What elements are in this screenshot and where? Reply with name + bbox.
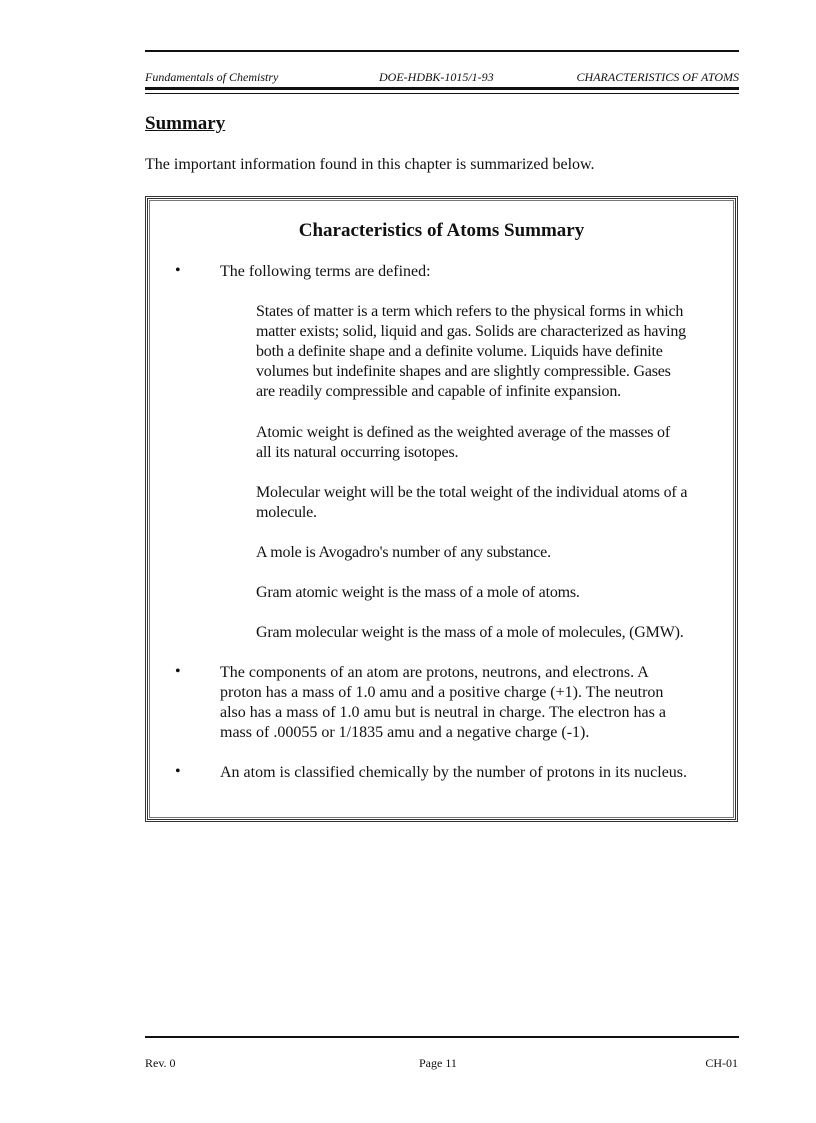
- header-chapter: CHARACTERISTICS OF ATOMS: [576, 70, 739, 84]
- definition-states-of-matter: States of matter is a term which refers to the physical forms in which matter exists; solid, liquid and gas. Solids are characterized as having both a definite shape and a definite volume. Liquids have definite volumes but indefinite shapes and are slightly compressible. Gases are readily compressible and capable of infinite expansion.: [256, 303, 686, 400]
- bullet-text: An atom is classified chemically by the number of protons in its nucleus.: [220, 764, 688, 781]
- definition-atomic-weight: Atomic weight is defined as the weighted average of the masses of all its natural occurring isotopes.: [256, 424, 670, 461]
- footer-revision: Rev. 0: [145, 1056, 176, 1070]
- definition-gram-molecular-weight: Gram molecular weight is the mass of a mole of molecules, (GMW).: [256, 624, 684, 641]
- bullet-text: The components of an atom are protons, neutrons, and electrons. A proton has a mass of 1.0 amu and a positive charge (+1). The neutron also has a mass of 1.0 amu but is neutral in charge. The electron has a mass of .00055 or 1/1835 amu and a negative charge (-1).: [220, 664, 666, 741]
- definition-molecular-weight: Molecular weight will be the total weight of the individual atoms of a molecule.: [256, 484, 688, 521]
- header-doc-number: DOE-HDBK-1015/1-93: [379, 70, 494, 84]
- header-doc-title: Fundamentals of Chemistry: [145, 70, 279, 84]
- bullet-icon: •: [175, 663, 181, 680]
- footer-chapter-code: CH-01: [705, 1056, 738, 1070]
- definition-mole: A mole is Avogadro's number of any substance.: [256, 544, 551, 561]
- top-rule: [145, 50, 739, 52]
- header-rule-thick: [145, 87, 739, 90]
- summary-box: [145, 196, 738, 822]
- bullet-icon: •: [175, 763, 181, 780]
- definition-gram-atomic-weight: Gram atomic weight is the mass of a mole of atoms.: [256, 584, 580, 601]
- header-rule-thin: [145, 93, 739, 94]
- section-title: Summary: [145, 113, 226, 134]
- bullet-text: The following terms are defined:: [220, 263, 431, 280]
- footer-rule: [145, 1036, 739, 1038]
- bullet-icon: •: [175, 262, 181, 279]
- intro-text: The important information found in this chapter is summarized below.: [145, 156, 595, 173]
- summary-box-title: Characteristics of Atoms Summary: [298, 220, 585, 241]
- footer-page-number: Page 11: [419, 1056, 457, 1070]
